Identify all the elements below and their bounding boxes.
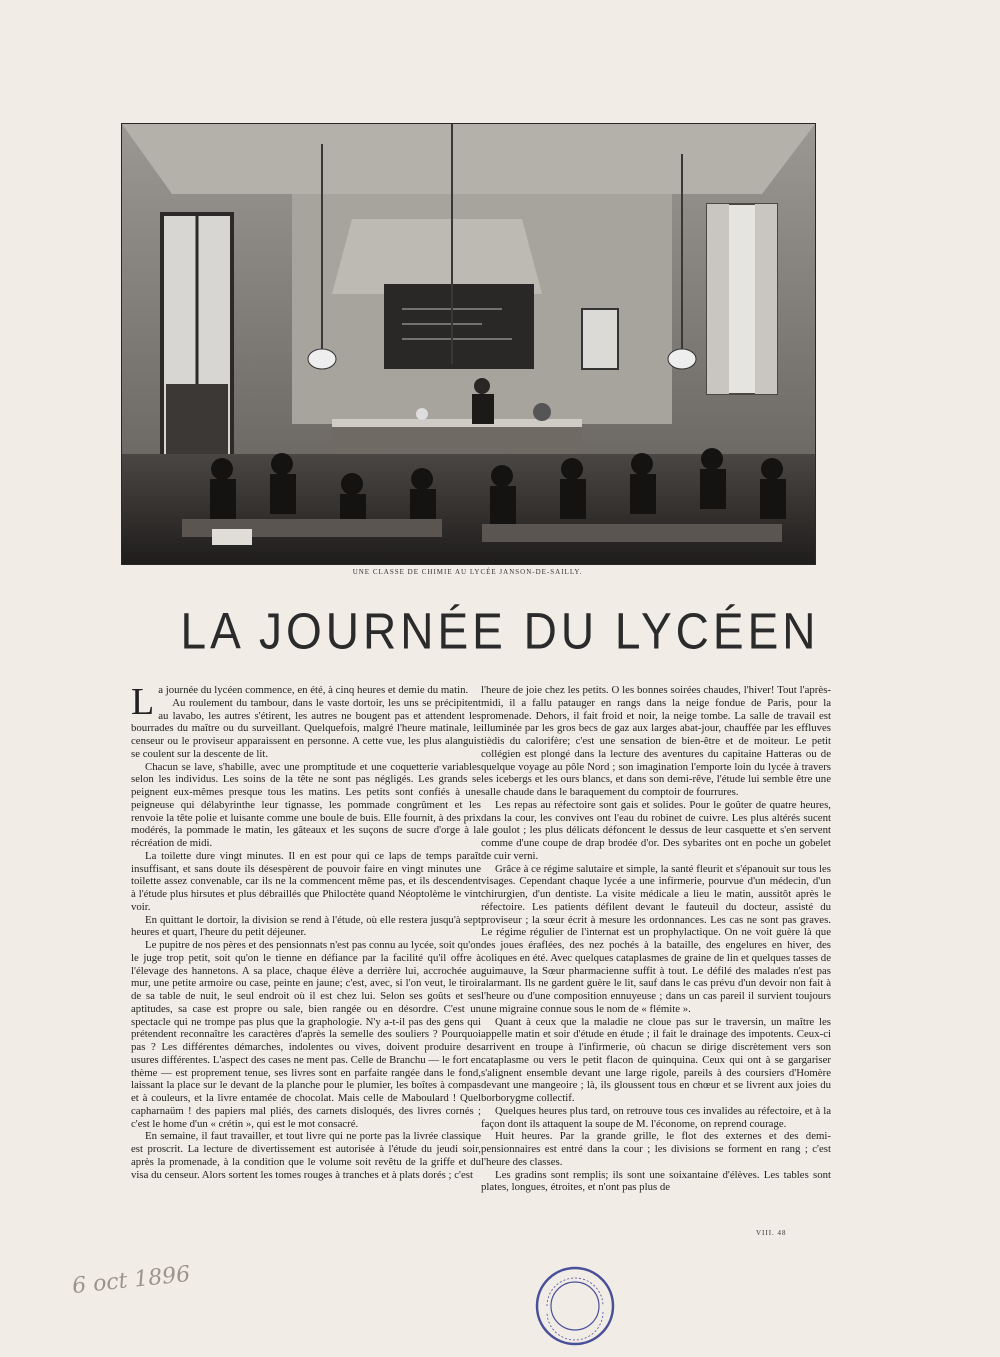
paragraph: Quelques heures plus tard, on retrouve tous ces invalides au réfectoire, et à la façon dont ils attaquent la soupe de M. l'économe, on reprend courage. [481,1104,831,1130]
photo-caption: UNE CLASSE DE CHIMIE AU LYCÉE JANSON-DE-SAILLY. [352,568,583,576]
paragraph: En semaine, il faut travailler, et tout livre qui ne porte pas la livrée classique est proscrit. La lecture de divertissement est autorisée à l'étude du jeudi soir, après la promenade, à la condition que le volume soit revêtu de la griffe et du visa du censeur. Alors sortent les tomes rouges à tranches et à plats dorés ; c'est [131,1130,481,1181]
paragraph: Les gradins sont remplis; ils sont une soixantaine d'élèves. Les tables sont plates, longues, étroites, et n'ont pas plus de [481,1168,831,1194]
article-right-column [481,684,831,1229]
article-left-column [131,681,481,1229]
paragraph: La toilette dure vingt minutes. Il en est pour qui ce laps de temps paraît insuffisant, et sans doute ils désespèrent de pouvoir faire en vingt minutes une toilette assez convenable, car ils ne la commencent même pas, et ils descendent à l'étude plus hirsutes et plus débraillés que Philoctète quand Néoptolème le vint voir. [131,849,481,913]
paragraph: Grâce à ce régime salutaire et simple, la santé fleurit et s'épanouit sur tous les visages. Cependant chaque lycée a une infirmerie, pourvue d'un médecin, d'un chirurgien, d'un dentiste. La visite médicale a lieu le matin, aussitôt après le réfectoire. Les patients défilent devant le fauteuil du docteur, assisté du proviseur ; la sœur écrit à mesure les ordonnances. Les cas ne sont pas graves. Le régime régulier de l'internat est un prophylactique. On ne voit guère là que des joues éraflées, des nez pochés à la bataille, des engelures en hiver, des coliques en été. Avec quelques cataplasmes de graine de lin et quelques tasses de guimauve, la Sœur pharmacienne suffit à tout. Le défilé des malades n'est pas alarmant. Ils ne gardent guère le lit, sauf dans le cas prévu d'un devoir non fait à l'heure ou d'une composition ennuyeuse ; dans un cas pareil il survient toujours une migraine connue sous le nom de « flémite ». [481,862,831,1015]
drop-cap: L [131,681,155,723]
article-title: LA JOURNÉE DU LYCÉEN [180,602,820,660]
museum-stamp [533,1264,617,1348]
paragraph: La journée du lycéen commence, en été, à cinq heures et demie du matin. [131,681,469,723]
paragraph: Huit heures. Par la grande grille, le flot des externes et des demi-pensionnaires est entré dans la cour ; les divisions se forment en rang ; c'est l'heure des classes. [481,1130,831,1168]
paragraph: En quittant le dortoir, la division se rend à l'étude, où elle restera jusqu'à sept heures et quart, l'heure du petit déjeuner. [131,913,481,939]
paragraph: Les repas au réfectoire sont gais et solides. Pour le goûter de quatre heures, dans la cour, les convives ont l'eau du robinet de cuivre. Les plus altérés sucent le goulot ; les plus délicats défoncent le dessus de leur casquette et s'en servent comme d'une coupe de drap brodée d'or. Des sybarites ont en poche un gobelet de cuir verni. [481,798,831,862]
handwritten-date: 6 oct 1896 [71,1261,192,1300]
paragraph: Chacun se lave, s'habille, avec une promptitude et une coquetterie variables selon les individus. Les soins de la tête ne sont pas négligés. Les grands se peignent eux-mêmes presque tous les matins. Les petits sont confiés à une peigneuse qui délabyrinthe leur tignasse, les pommade congrûment et les renvoie la tête polie et luisante comme une boule de buis. Elle fournit, à des prix modérés, la pommade le matin, les gâteaux et les suçons de sucre d'orge à la récréation de midi. [131,760,481,849]
paragraph: Au roulement du tambour, dans le vaste dortoir, les uns se précipitent au lavabo, les autres s'étirent, les autres ne bougent pas et attendent les bourrades du maître ou du surveillant. Quelquefois, malgré l'heure matinale, le censeur ou le proviseur apparaissent en personne. A cette vue, les plus alanguis se coulent sur la descente de lit. [131,696,481,760]
chemistry-class-photo [121,123,816,565]
chemistry-class-illustration [122,124,815,564]
stamp-icon [533,1264,617,1348]
paragraph: l'heure de joie chez les petits. O les bonnes soirées chaudes, l'hiver! Tout l'après-midi, il a fallu patauger en rangs dans la neige fondue de Paris, pour la promenade. Dehors, il fait froid et noir, la neige tombe. La salle de travail est illuminée par les gros becs de gaz aux larges abat-jour, chauffée par les effluves tièdis du calorifère; c'est une sensation de bien-être et de moiteur. Le petit collégien est plongé dans la lecture des aventures du capitaine Hatteras ou de quelque voyage au pôle Nord ; son imagination l'emporte loin du lycée à travers les icebergs et les ours blancs, et dans son demi-rêve, l'étude lui semble être une salle chaude dans le baraquement du comptoir de fourrures. [481,684,831,798]
paragraph: Le pupitre de nos pères et des pensionnats n'est pas connu au lycée, soit qu'on le juge trop petit, soit qu'on le tienne en défiance par la facilité qu'il offre à l'élevage des hannetons. A sa place, chaque élève a derrière lui, accrochée au mur, une petite armoire ou case, peinte en jaune; c'est, avec, si l'on veut, le tiroir de sa table de nuit, le seul endroit où il est chez lui. Selon ses goûts et ses aptitudes, sa case est propre ou sale, bien rangée ou en désordre. C'est un spectacle qui ne trompe pas plus que la graphologie. N'y a-t-il pas des gens qui prétendent reconnaître les caractères d'après la semelle des souliers ? Pourquoi pas ? Les différentes démarches, indolentes ou vives, doivent produire des usures différentes. L'aspect des cases ne ment pas. Celle de Branchu — le fort en thème — est proprement tenue, ses livres sont en parfaite rangée dans le fond, laissant la place sur le devant de la planche pour le plumier, les boîtes à compas et à couleurs, et la livre entamée de chocolat. Mais celle de Maboulard ! Quel capharnaüm ! des papiers mal pliés, des carnets disloqués, des livres cornés ; c'est le home d'un « crétin », qui est le mot consacré. [131,939,481,1130]
paragraph: Quant à ceux que la maladie ne cloue pas sur le traversin, un maître les appelle matin et soir d'étude en étude ; il fait le drainage des impotents. Ceux-ci arrivent en troupe à l'infirmerie, où chacun se dirige discrètement vers son cataplasme ou vers le petit flacon de quinquina. Ceux qui ont à se gargariser s'alignent ensemble devant une large rigole, pareils à des coursiers d'Homère devant une mangeoire ; là, ils gloussent tous en chœur et se livrent aux joies du borborygme collectif. [481,1015,831,1104]
page-folio: VIII. 48 [756,1229,787,1237]
